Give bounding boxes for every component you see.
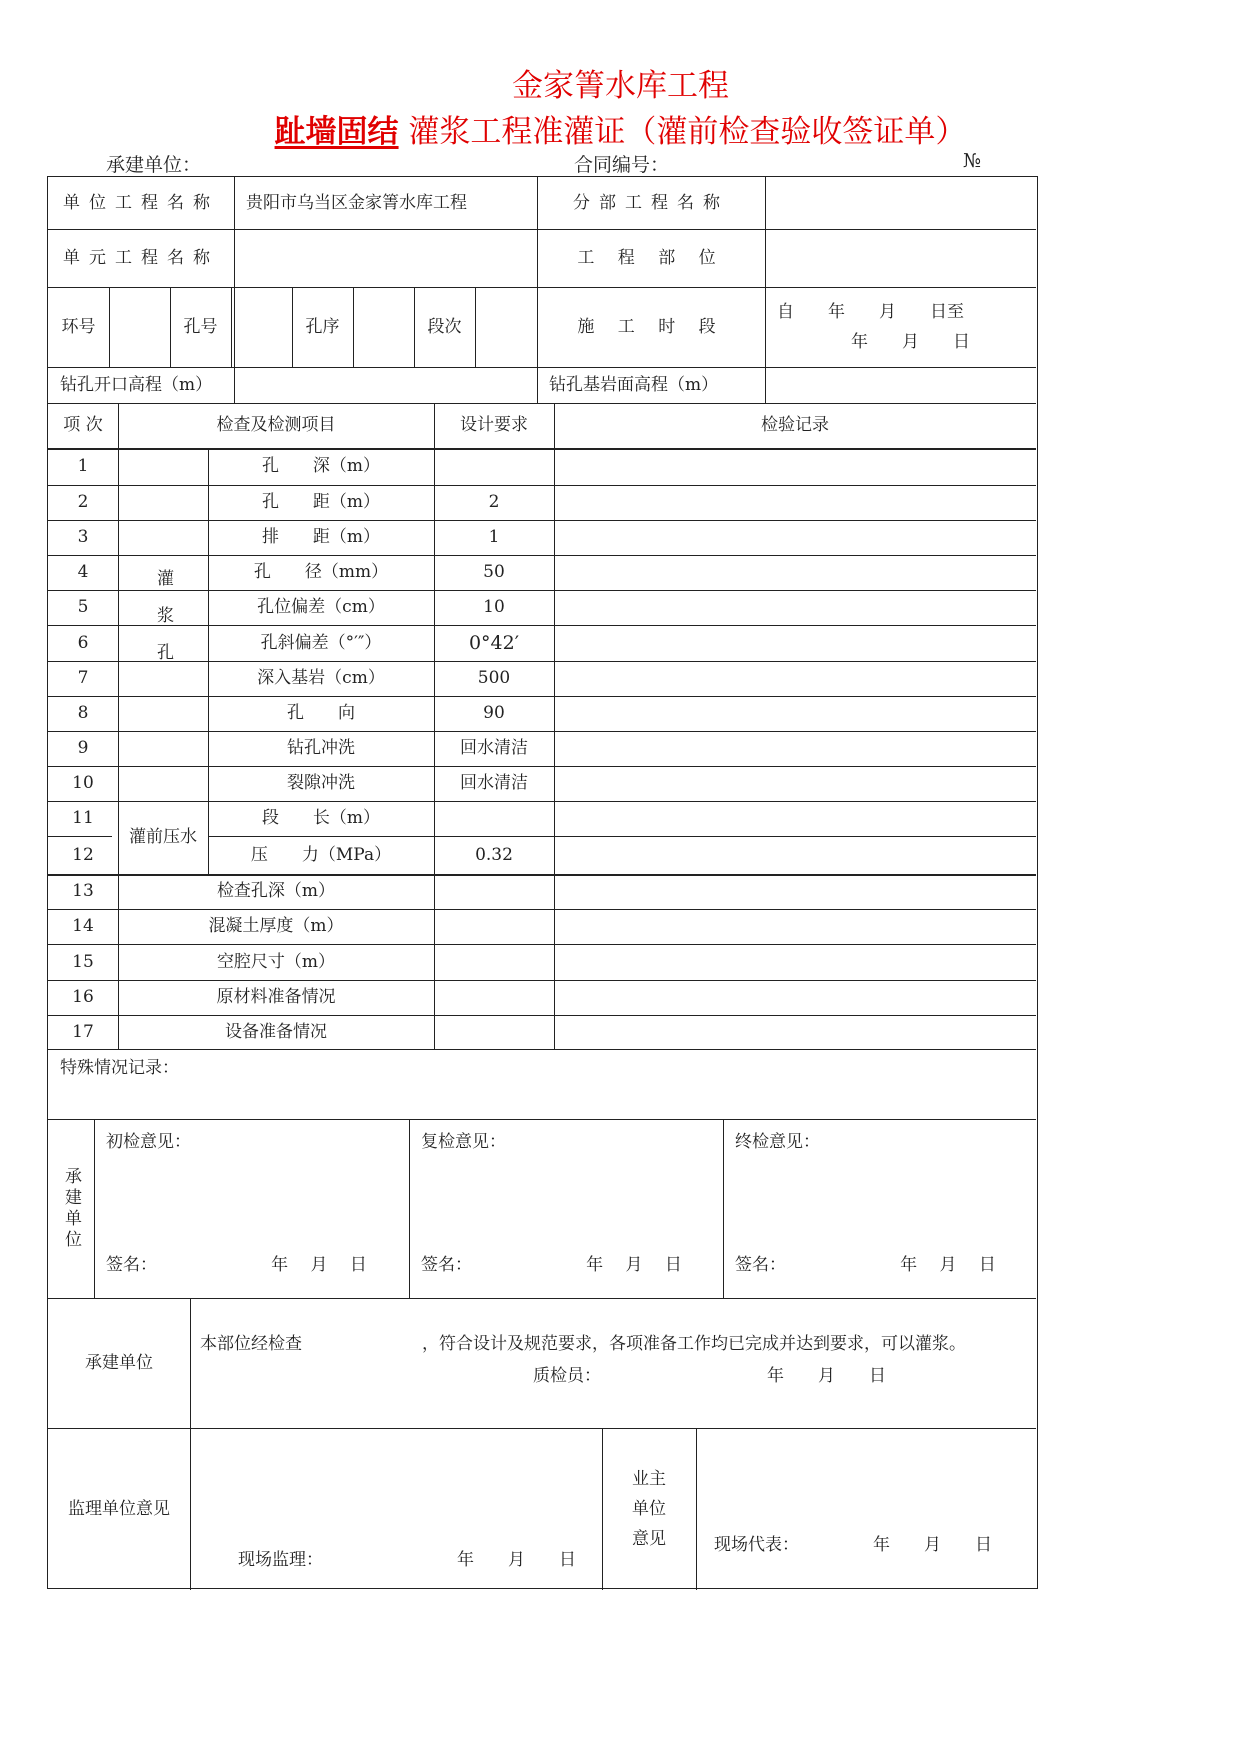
table-row-record[interactable]: [554, 520, 1036, 555]
table-row-design: [434, 944, 554, 980]
segment-value[interactable]: [475, 287, 537, 367]
form-title-rest: 灌浆工程准灌证（灌前检查验收签证单）: [398, 114, 967, 150]
table-row-item: 压 力（MPa）: [250, 844, 392, 865]
owner-label-line-2: 单位: [632, 1499, 666, 1520]
rule-line: [723, 1119, 724, 1298]
table-row-record[interactable]: [554, 944, 1036, 980]
site-supervisor-label: 现场监理：: [238, 1549, 323, 1570]
table-row-record[interactable]: [554, 836, 1036, 874]
unit-project-label: 单位工程名称: [63, 192, 219, 213]
table-row-no: 7: [77, 668, 89, 689]
period-value: [765, 287, 1036, 367]
supervision-date: 年 月 日: [457, 1549, 576, 1570]
bedrock-elevation-value[interactable]: [765, 367, 1036, 403]
table-row-record[interactable]: [554, 696, 1036, 731]
table-row-no: 11: [72, 808, 94, 829]
supervision-label: 监理单位意见: [68, 1498, 170, 1519]
table-row-no: 13: [72, 881, 94, 902]
group-pre-grout-water-test: 灌前压水: [129, 827, 197, 848]
contract-no-label: 合同编号：: [574, 154, 670, 176]
opinions-side-label: 承建单位: [61, 1166, 82, 1251]
form-title-bold: 趾墙固结: [274, 114, 399, 150]
table-row-no: 9: [77, 738, 89, 759]
table-row-record[interactable]: [554, 590, 1036, 625]
first-inspection-date: 年 月 日: [271, 1254, 367, 1275]
owner-date: 年 月 日: [873, 1534, 992, 1555]
element-project-label: 单元工程名称: [63, 247, 219, 268]
rule-line: [94, 1119, 95, 1298]
ring-label: 环号: [61, 316, 96, 337]
second-inspection-label: 复检意见：: [421, 1131, 506, 1152]
approval-text-a: 本部位经检查: [200, 1333, 302, 1354]
unit-project-value: 贵阳市乌当区金家箐水库工程: [246, 192, 467, 213]
table-row-record[interactable]: [554, 766, 1036, 801]
hole-order-value[interactable]: [353, 287, 414, 367]
header-inspection-record: 检验记录: [761, 415, 829, 436]
table-row-no: 3: [77, 527, 89, 548]
group-grout-hole: 灌浆孔: [153, 569, 174, 680]
table-row-design: 90: [483, 703, 505, 724]
owner-label-line-3: 意见: [632, 1529, 666, 1550]
first-inspection-label: 初检意见：: [106, 1131, 191, 1152]
period-line-2: 年 月 日: [851, 332, 970, 352]
table-row-design: 1: [488, 527, 500, 548]
sub-project-label: 分部工程名称: [573, 192, 729, 213]
table-row-no: 5: [77, 597, 89, 618]
table-row-item: 空腔尺寸（m）: [216, 951, 336, 972]
sub-project-value[interactable]: [765, 177, 1036, 229]
collar-elevation-label: 钻孔开口高程（m）: [60, 374, 213, 395]
table-row-no: 14: [72, 916, 94, 937]
number-label: №: [963, 150, 981, 172]
table-row-design: 500: [477, 668, 511, 689]
table-row-item: 检查孔深（m）: [216, 881, 336, 902]
table-row-item: 孔位偏差（cm）: [257, 597, 385, 618]
hole-no-value[interactable]: [231, 287, 292, 367]
table-row-no: 10: [72, 773, 94, 794]
location-label: 工 程 部 位: [577, 247, 725, 268]
table-row-design: [434, 980, 554, 1015]
hole-order-label: 孔序: [305, 316, 340, 337]
owner-label-line-1: 业主: [632, 1469, 666, 1489]
bedrock-elevation-label: 钻孔基岩面高程（m）: [549, 374, 719, 395]
contractor-label: 承建单位：: [106, 154, 202, 176]
rule-line: [190, 1298, 191, 1590]
table-row-design: 0.32: [475, 844, 513, 865]
table-row-design: 回水清洁: [460, 738, 528, 759]
inspector-label: 质检员：: [533, 1365, 601, 1386]
rule-line: [696, 1428, 697, 1590]
table-row-design: [434, 801, 554, 836]
rule-line: [48, 1298, 1036, 1299]
table-row-item: 排 距（m）: [261, 527, 381, 548]
table-row-design: [434, 874, 554, 909]
table-row-item: 孔 向: [287, 703, 355, 724]
rule-line: [48, 1428, 1036, 1429]
table-row-record[interactable]: [554, 1015, 1036, 1049]
final-inspection-date: 年 月 日: [900, 1254, 996, 1275]
form-title: [0, 106, 1241, 151]
table-row-no: 17: [72, 1021, 94, 1042]
period-label: 施 工 时 段: [577, 316, 725, 337]
segment-label: 段次: [427, 316, 462, 337]
table-row-design: 2: [488, 492, 500, 513]
table-row-record[interactable]: [554, 980, 1036, 1015]
ring-value[interactable]: [109, 287, 170, 367]
table-row-item: 孔 距（m）: [261, 492, 381, 513]
table-row-no: 8: [77, 703, 89, 724]
table-row-record[interactable]: [554, 555, 1036, 590]
table-row-record[interactable]: [554, 874, 1036, 909]
second-inspection-date: 年 月 日: [586, 1254, 682, 1275]
table-row-item: 孔 径（mm）: [253, 562, 389, 583]
table-row-item: 钻孔冲洗: [287, 738, 355, 759]
table-row-no: 6: [77, 632, 89, 653]
table-row-design: [434, 448, 554, 485]
special-record-label: 特殊情况记录：: [60, 1058, 179, 1078]
table-row-no: 4: [77, 562, 89, 583]
table-row-design: [434, 909, 554, 944]
approval-date: 年 月 日: [767, 1365, 886, 1386]
table-row-item: 孔 深（m）: [261, 456, 381, 477]
header-design-req: 设计要求: [460, 415, 528, 436]
hole-no-label: 孔号: [183, 316, 218, 337]
table-row-record[interactable]: [554, 731, 1036, 766]
approval-text-b: ，符合设计及规范要求，各项准备工作均已完成并达到要求，可以灌浆。: [422, 1333, 966, 1354]
table-row-item: 孔斜偏差（°′″）: [260, 632, 382, 653]
table-row-item: 段 长（m）: [261, 808, 381, 829]
table-row-design: 回水清洁: [460, 773, 528, 794]
table-row-no: 16: [72, 987, 94, 1008]
final-inspection-label: 终检意见：: [735, 1131, 820, 1152]
period-line-1: 自 年 月 日至: [777, 301, 964, 322]
table-row-item: 混凝土厚度（m）: [208, 916, 344, 937]
owner-opinion-label: [602, 1428, 696, 1590]
collar-elevation-value[interactable]: [234, 367, 537, 403]
table-row-item: 深入基岩（cm）: [257, 668, 385, 689]
project-title: 金家箐水库工程: [512, 68, 729, 104]
location-value[interactable]: [765, 229, 1036, 287]
table-row-record[interactable]: [554, 909, 1036, 944]
table-row-record[interactable]: [554, 485, 1036, 520]
table-row-item: 设备准备情况: [225, 1021, 327, 1042]
rule-line: [48, 1119, 1036, 1120]
table-row-item: 裂隙冲洗: [287, 773, 355, 794]
table-row-design: 10: [483, 597, 505, 618]
rule-line: [409, 1119, 410, 1298]
table-row-design: [434, 1015, 554, 1049]
table-row-record[interactable]: [554, 625, 1036, 661]
table-row-no: 12: [72, 844, 94, 865]
table-row-no: 1: [77, 456, 89, 477]
table-row-no: 2: [77, 492, 89, 513]
form-sheet: [47, 176, 1038, 1589]
table-row-record[interactable]: [554, 661, 1036, 696]
site-rep-label: 现场代表：: [714, 1534, 799, 1555]
header-item-no: 项 次: [63, 415, 103, 436]
table-row-record[interactable]: [554, 801, 1036, 836]
table-row-design: 50: [483, 562, 505, 583]
table-row-no: 15: [72, 951, 94, 972]
second-inspection-sign-label: 签名：: [421, 1254, 472, 1275]
header-check-item: 检查及检测项目: [216, 415, 336, 436]
table-row-design: 0°42′: [468, 631, 520, 654]
first-inspection-sign-label: 签名：: [106, 1254, 157, 1275]
table-row-item: 原材料准备情况: [216, 987, 336, 1008]
final-inspection-sign-label: 签名：: [735, 1254, 786, 1275]
approval-side-label: 承建单位: [85, 1352, 153, 1373]
element-project-value[interactable]: [234, 229, 537, 287]
table-row-record[interactable]: [554, 448, 1036, 485]
